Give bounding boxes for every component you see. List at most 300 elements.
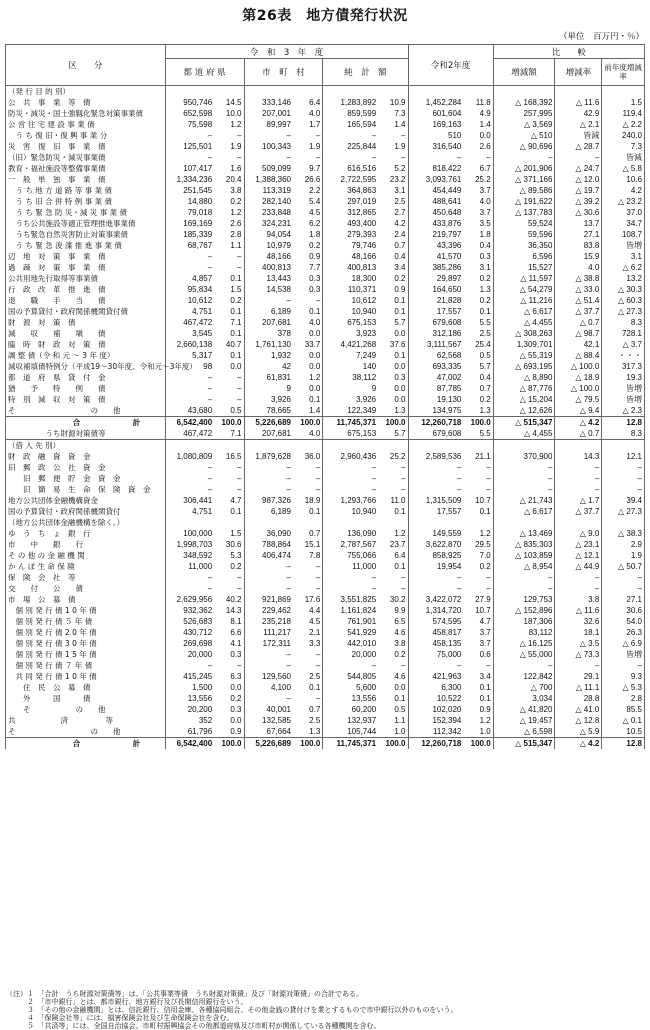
cell-value: 12.8 [602, 417, 645, 429]
cell-value: 13,443 [266, 274, 291, 283]
cell-value: 3.7 [463, 638, 493, 649]
cell-value: 20,000 [351, 650, 377, 659]
cell-value: 3.7 [463, 207, 493, 218]
cell-value: △ 33.0 [555, 284, 602, 295]
cell-value: 皆増 [602, 383, 645, 394]
cell-value: – [214, 372, 244, 383]
cell-value: 6.3 [214, 671, 244, 682]
cell-value: 0.1 [214, 506, 244, 517]
cell-value: 89,997 [266, 120, 291, 129]
cell-value: 0.6 [463, 649, 493, 660]
cell-value: – [493, 572, 555, 583]
table-row [6, 484, 645, 495]
cell-value: 616,516 [347, 164, 377, 173]
cell-value: – [207, 463, 213, 472]
cell-value: 0.2 [214, 693, 244, 704]
cell-value: – [493, 484, 555, 495]
cell-value: 62,568 [436, 351, 462, 360]
cell-value: △ 12.0 [555, 174, 602, 185]
table-row [6, 495, 645, 506]
cell-value: – [378, 152, 408, 163]
cell-value: 9 [371, 384, 377, 393]
table-row [6, 383, 645, 394]
cell-value: 0.1 [378, 693, 408, 704]
cell-value: – [214, 484, 244, 495]
cell-value: 2,787,567 [340, 540, 377, 549]
table-row [6, 561, 645, 572]
cell-value: 15,527 [493, 262, 555, 273]
cell-value: 0.4 [378, 251, 408, 262]
cell-value: 0.1 [378, 561, 408, 572]
cell-value: 3.4 [463, 671, 493, 682]
row-label: 個 別 発 行 債 ７ 年 債 [6, 660, 166, 671]
cell-value: 5.5 [463, 428, 493, 440]
table-row [6, 627, 645, 638]
cell-value: 125,501 [183, 142, 213, 151]
cell-value: – [214, 262, 244, 273]
cell-value: – [371, 131, 377, 140]
header-r3: 令 和 3 年 度 [165, 45, 408, 59]
cell-value: 1.3 [463, 405, 493, 417]
cell-value: 4,100 [270, 683, 291, 692]
cell-value: 1.2 [293, 372, 323, 383]
cell-value: 601,604 [432, 109, 462, 118]
cell-value: 3.7 [463, 627, 493, 638]
cell-value: 30.6 [602, 605, 645, 616]
cell-value: 3.1 [378, 185, 408, 196]
cell-value: 0.5 [463, 350, 493, 361]
cell-value: 279,393 [347, 230, 377, 239]
cell-value: 108.7 [602, 229, 645, 240]
cell-value: 858,925 [432, 551, 462, 560]
cell-value: 36,090 [266, 529, 291, 538]
cell-value: 43,396 [436, 241, 462, 250]
cell-value: 574,595 [432, 617, 462, 626]
cell-value [493, 440, 555, 452]
footnote: ２ 「市中銀行」とは、都市銀行、地方銀行及び長期信用銀行をいう。 [6, 998, 248, 1006]
cell-value: 4,751 [192, 307, 213, 316]
cell-value: △ 11,216 [493, 295, 555, 306]
table-row [6, 361, 645, 372]
table-row [6, 295, 645, 306]
cell-value: 13,556 [351, 694, 377, 703]
cell-value: 2.1 [293, 627, 323, 638]
cell-value: 11,000 [188, 562, 213, 571]
cell-value: 0.0 [378, 394, 408, 405]
cell-value: 7.7 [293, 262, 323, 273]
row-label: 財 政 融 資 資 金 [6, 451, 166, 462]
table-row [6, 660, 645, 671]
header-compare: 比 較 [493, 45, 644, 59]
footnote: （注）１ 「合計 うち財源対策債等」は、「公共事業等債 うち財源対策債」及び「財源対策債」の合計である。 [6, 990, 363, 998]
cell-value: – [286, 661, 291, 670]
cell-value: 10,979 [266, 241, 291, 250]
cell-value: 652,598 [183, 109, 213, 118]
cell-value: △ 12.1 [555, 550, 602, 561]
cell-value: 921,869 [262, 595, 291, 604]
cell-value: – [456, 485, 462, 494]
cell-value: – [371, 584, 377, 593]
cell-value: – [456, 153, 462, 162]
cell-value: – [493, 473, 555, 484]
table-row [6, 273, 645, 284]
row-label: ゆ う ち ょ 銀 行 [6, 528, 166, 539]
cell-value: △ 2.1 [555, 119, 602, 130]
cell-value: 169,163 [432, 120, 462, 129]
cell-value: 0.2 [293, 240, 323, 251]
cell-value: 761,901 [347, 617, 377, 626]
cell-value: 4.2 [602, 185, 645, 196]
cell-value: 165,594 [347, 120, 377, 129]
cell-value: 5,600 [356, 683, 377, 692]
cell-value: △ 5.3 [602, 682, 645, 693]
footnote: ４ 「保険会社等」には、損害保険会社及び生命保険会社を含む。 [6, 1014, 234, 1022]
cell-value: 4.1 [214, 638, 244, 649]
cell-value: 4,421,268 [340, 340, 377, 349]
cell-value: △ 27.3 [602, 506, 645, 517]
cell-value: 233,848 [262, 208, 291, 217]
cell-value: – [602, 462, 645, 473]
cell-value: – [371, 153, 377, 162]
table-row [6, 539, 645, 550]
cell-value: 1,309,701 [493, 339, 555, 350]
cell-value: 10.7 [463, 605, 493, 616]
table-row [6, 306, 645, 317]
table-row [6, 572, 645, 583]
table-row [6, 638, 645, 649]
row-label: 旧 郵 政 公 社 資 金 [6, 462, 166, 473]
row-label: 調 整 債（令 和 元 ～ 3 年 度） [6, 350, 166, 361]
cell-value: 37.6 [378, 339, 408, 350]
row-label: 過 疎 対 策 事 業 債 [6, 262, 166, 273]
cell-value: 1.0 [378, 726, 408, 738]
cell-value: 2.6 [463, 141, 493, 152]
cell-value: 4.9 [463, 108, 493, 119]
cell-value: 11.8 [463, 97, 493, 108]
table-row [6, 174, 645, 185]
row-label: 市 中 銀 行 [6, 539, 166, 550]
cell-value: 932,362 [183, 606, 213, 615]
cell-value: 415,245 [183, 672, 213, 681]
cell-value: 3.4 [378, 262, 408, 273]
header-r2: 令和2年度 [408, 45, 493, 86]
cell-value: 4.5 [293, 616, 323, 627]
cell-value: 32.6 [555, 616, 602, 627]
cell-value: 675,153 [323, 428, 378, 440]
row-label: （借 入 先 別） [6, 440, 166, 452]
cell-value: △ 4,455 [493, 317, 555, 328]
cell-value [214, 517, 244, 528]
cell-value: – [207, 661, 213, 670]
cell-value: 0.0 [463, 130, 493, 141]
cell-value: △ 100.0 [555, 383, 602, 394]
cell-value: – [555, 473, 602, 484]
cell-value: 0.0 [378, 361, 408, 372]
cell-value: 317.3 [602, 361, 645, 372]
cell-value: 112,342 [433, 727, 462, 736]
cell-value: 0.1 [293, 306, 323, 317]
cell-value: 10.9 [378, 97, 408, 108]
cell-value: 25.2 [463, 174, 493, 185]
cell-value: – [378, 130, 408, 141]
cell-value: – [555, 462, 602, 473]
cell-value: △ 55,319 [493, 350, 555, 361]
cell-value: 1.3 [293, 726, 323, 738]
cell-value: – [293, 572, 323, 583]
table-row [6, 428, 645, 440]
cell-value: 4.5 [293, 207, 323, 218]
row-label: 旧 郵 便 貯 金 資 金 [6, 473, 166, 484]
cell-value: 8.3 [602, 317, 645, 328]
cell-value: – [286, 562, 291, 571]
cell-value: 297,019 [347, 197, 377, 206]
cell-value: 68,767 [187, 241, 213, 250]
cell-value: 950,746 [183, 98, 213, 107]
footnotes [6, 990, 646, 1030]
cell-value: 2.5 [293, 671, 323, 682]
cell-value: 0.0 [293, 361, 323, 372]
cell-value: 12,260,718 [408, 738, 463, 750]
row-label: うち緊急自然災害防止対策事業債 [6, 229, 166, 240]
cell-value: △ 4,455 [493, 428, 555, 440]
cell-value: 皆増 [602, 394, 645, 405]
cell-value: △ 6.2 [602, 262, 645, 273]
cell-value: 0.9 [293, 251, 323, 262]
cell-value: – [456, 474, 462, 483]
table-row [6, 451, 645, 462]
cell-value: 1.2 [378, 528, 408, 539]
cell-value: – [214, 251, 244, 262]
cell-value: 316,540 [432, 142, 462, 151]
cell-value: – [555, 484, 602, 495]
cell-value: 11,000 [352, 562, 377, 571]
cell-value: 257,995 [493, 108, 555, 119]
cell-value: 509,099 [262, 164, 291, 173]
row-label: 合 計 [6, 417, 166, 429]
cell-value: 370,900 [493, 451, 555, 462]
header-muni: 市 町 村 [244, 59, 323, 86]
row-label: か ん ぽ 生 命 保 険 [6, 561, 166, 572]
cell-value: △ 152,896 [493, 605, 555, 616]
cell-value: – [214, 152, 244, 163]
cell-value: 1,500 [192, 683, 213, 692]
cell-value: 10,940 [351, 307, 377, 316]
cell-value: 0.1 [463, 682, 493, 693]
cell-value: △ 90,696 [493, 141, 555, 152]
cell-value: 2,722,595 [340, 175, 377, 184]
cell-value: – [493, 462, 555, 473]
cell-value: 30.2 [378, 594, 408, 605]
cell-value: 4.0 [293, 108, 323, 119]
cell-value: – [286, 573, 291, 582]
cell-value: △ 8,890 [493, 372, 555, 383]
cell-value: – [286, 474, 291, 483]
cell-value: 17.6 [293, 594, 323, 605]
cell-value: 0.1 [378, 506, 408, 517]
cell-value: 1.3 [463, 284, 493, 295]
cell-value: 458,135 [432, 639, 462, 648]
cell-value: 3,926 [270, 395, 291, 404]
cell-value: 4.0 [293, 317, 323, 328]
cell-value: 30.6 [214, 539, 244, 550]
cell-value: 2,660,138 [176, 340, 213, 349]
row-label: 個 別 発 行 債 3 0 年 債 [6, 638, 166, 649]
cell-value: 679,608 [432, 318, 462, 327]
cell-value: 113,319 [262, 186, 291, 195]
cell-value: 0.7 [463, 383, 493, 394]
cell-value: 1.8 [293, 229, 323, 240]
cell-value: 12.1 [602, 451, 645, 462]
cell-value: △ 15,204 [493, 394, 555, 405]
row-label: 旧 簡 易 生 命 保 険 資 金 [6, 484, 166, 495]
cell-value: 3,545 [192, 329, 213, 338]
cell-value: – [293, 561, 323, 572]
footnote: ５ 「共済等」には、全国自治協会、市町村振興協会その他都道府県及び市町村が関係している各種機関を含む。 [6, 1022, 381, 1030]
cell-value: 0.3 [293, 273, 323, 284]
table-row [6, 163, 645, 174]
cell-value: △ 5.9 [555, 726, 602, 738]
cell-value: 105,744 [347, 727, 377, 736]
cell-value: 788,864 [262, 540, 291, 549]
cell-value: 12,260,718 [408, 417, 463, 429]
cell-value: △ 9.4 [555, 405, 602, 417]
cell-value: △ 0.1 [602, 715, 645, 726]
cell-value: 1.8 [463, 229, 493, 240]
cell-value: – [293, 462, 323, 473]
cell-value: 54.0 [602, 616, 645, 627]
cell-value: △ 6,598 [493, 726, 555, 738]
cell-value: 28.8 [555, 693, 602, 704]
cell-value: 83.8 [555, 240, 602, 251]
cell-value: – [214, 473, 244, 484]
cell-value: 430,712 [183, 628, 213, 637]
cell-value: 29,897 [436, 274, 462, 283]
cell-value: 3.1 [602, 251, 645, 262]
cell-value: 19,130 [436, 395, 462, 404]
row-label: 住 民 公 募 債 [6, 682, 166, 693]
cell-value: 442,010 [347, 639, 377, 648]
cell-value: 10.5 [602, 726, 645, 738]
cell-value: △ 11.1 [555, 682, 602, 693]
cell-value: 7,249 [356, 351, 377, 360]
cell-value: 100.0 [293, 738, 323, 750]
cell-value: 5.7 [378, 428, 408, 440]
cell-value: 0.4 [463, 372, 493, 383]
cell-value: 1.4 [463, 119, 493, 130]
row-label: 教育・福祉施設等整備事業債 [6, 163, 166, 174]
cell-value [408, 517, 463, 528]
cell-value: 6.4 [378, 550, 408, 561]
unit-label: （単位 百万円・％） [558, 32, 644, 42]
cell-value [555, 440, 602, 452]
cell-value [602, 517, 645, 528]
cell-value: 4.7 [463, 616, 493, 627]
cell-value: – [286, 584, 291, 593]
table-row [6, 462, 645, 473]
cell-value: 1.5 [214, 284, 244, 295]
cell-value: 85.5 [602, 704, 645, 715]
cell-value: – [286, 153, 291, 162]
cell-value: – [555, 660, 602, 671]
cell-value: 0.0 [378, 328, 408, 339]
cell-value: 11,745,371 [323, 417, 378, 429]
cell-value: △ 39.2 [555, 196, 602, 207]
cell-value: – [214, 583, 244, 594]
cell-value [214, 440, 244, 452]
cell-value: 75,000 [436, 650, 462, 659]
cell-value: 526,683 [183, 617, 213, 626]
cell-value: △ 37.7 [555, 306, 602, 317]
cell-value: 235,218 [262, 617, 291, 626]
cell-value: – [207, 263, 213, 272]
table-row [6, 152, 645, 163]
cell-value: 6,189 [270, 507, 291, 516]
cell-value [293, 517, 323, 528]
cell-value: 2.2 [293, 185, 323, 196]
cell-value: – [602, 572, 645, 583]
cell-value: △ 6,617 [493, 506, 555, 517]
cell-value: 15.1 [293, 539, 323, 550]
cell-value: 458,817 [432, 628, 462, 637]
cell-value: – [293, 473, 323, 484]
cell-value: △ 89,586 [493, 185, 555, 196]
cell-value: – [286, 650, 291, 659]
table-row [6, 86, 645, 98]
row-label: 辺 地 対 策 事 業 債 [6, 251, 166, 262]
cell-value: – [371, 485, 377, 494]
cell-value: – [293, 152, 323, 163]
cell-value: 23.7 [378, 539, 408, 550]
cell-value [323, 440, 378, 452]
cell-value: 172,311 [262, 639, 291, 648]
cell-value: 21.1 [463, 451, 493, 462]
cell-value: 78,665 [266, 406, 291, 415]
cell-value: 19,954 [436, 562, 462, 571]
cell-value: 3.7 [463, 185, 493, 196]
cell-value: 87,785 [436, 384, 462, 393]
cell-value: 4.6 [378, 627, 408, 638]
cell-value: 0.3 [463, 251, 493, 262]
cell-value: 39.4 [602, 495, 645, 506]
cell-value: – [207, 131, 213, 140]
cell-value: – [207, 474, 213, 483]
cell-value: 229,462 [262, 606, 291, 615]
cell-value: 6.2 [293, 218, 323, 229]
cell-value: 6,189 [270, 307, 291, 316]
cell-value: 5.7 [463, 361, 493, 372]
cell-value: 48,166 [266, 252, 291, 261]
row-label: う ち 緊 急 防 災・減 災 事 業 債 [6, 207, 166, 218]
cell-value: – [602, 583, 645, 594]
cell-value: 11.0 [378, 495, 408, 506]
cell-value: 1.1 [214, 240, 244, 251]
cell-value: △ 98.7 [555, 328, 602, 339]
cell-value: 13.2 [602, 273, 645, 284]
cell-value [165, 440, 214, 452]
cell-value: – [456, 584, 462, 593]
header-prev-rate: 前年度増減率 [602, 59, 645, 86]
cell-value: 1.9 [214, 141, 244, 152]
cell-value: 0.0 [214, 361, 244, 372]
cell-value: – [214, 572, 244, 583]
cell-value: 3.8 [378, 638, 408, 649]
cell-value: 4.0 [463, 196, 493, 207]
cell-value: 0.2 [378, 649, 408, 660]
cell-value: – [555, 583, 602, 594]
cell-value: 48,166 [351, 252, 377, 261]
table-row [6, 350, 645, 361]
cell-value: – [293, 295, 323, 306]
